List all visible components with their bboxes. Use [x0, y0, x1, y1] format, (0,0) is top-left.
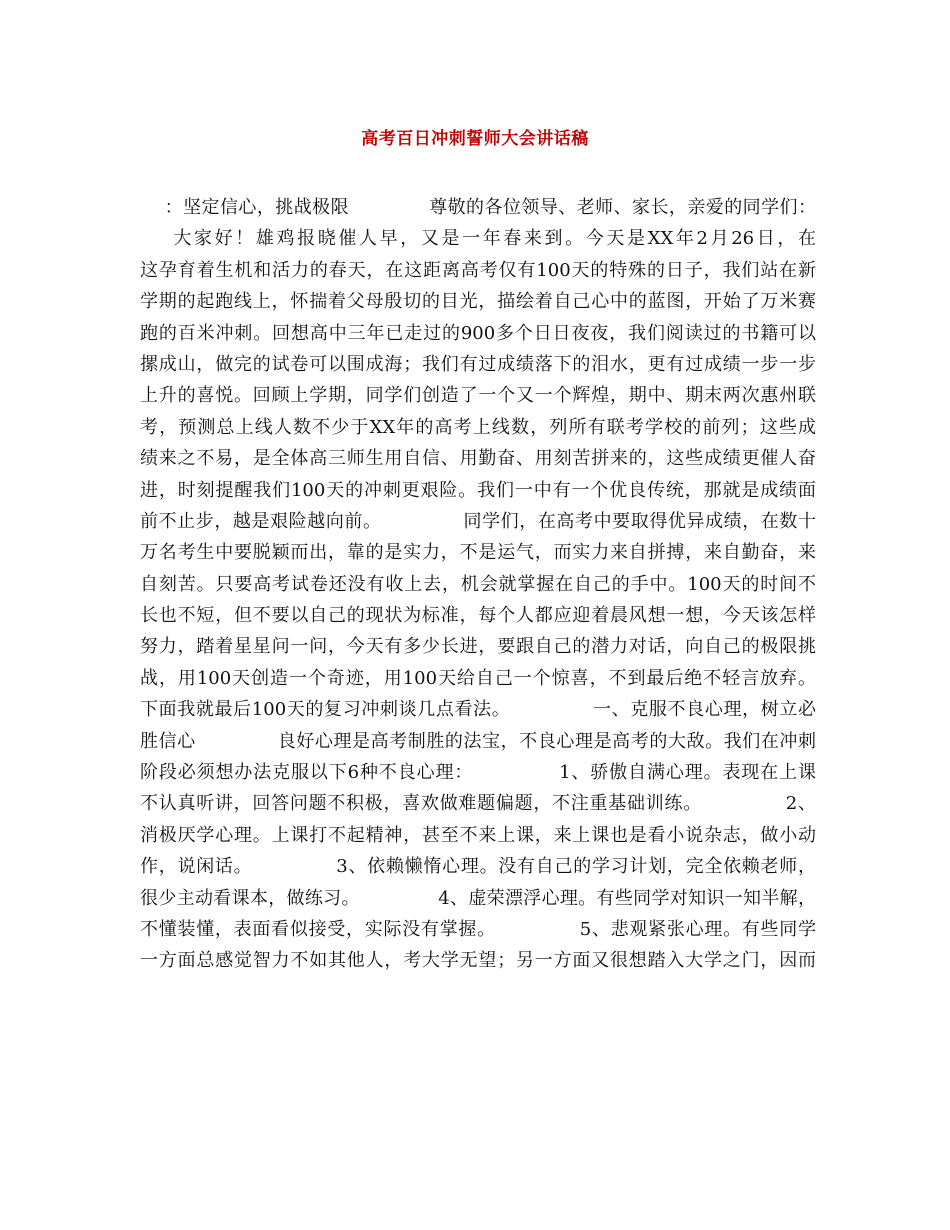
- text-line: 摞成山，做完的试卷可以围成海；我们有过成绩落下的泪水，更有过成绩一步一步: [140, 353, 816, 375]
- document-title: 高考百日冲刺誓师大会讲话稿: [361, 129, 589, 149]
- text-line: 上升的喜悦。回顾上学期，同学们创造了一个又一个辉煌，期中、期末两次惠州联: [140, 385, 816, 407]
- text-line: 绩来之不易，是全体高三师生用自信、用勤奋、用刻苦拼来的，这些成绩更催人奋: [140, 448, 816, 470]
- text-line: 一方面总感觉智力不如其他人，考大学无望；另一方面又很想踏入大学之门，因而: [140, 950, 816, 972]
- text-line: 胜信心 良好心理是高考制胜的法宝，不良心理是高考的大敌。我们在冲刺: [140, 730, 816, 752]
- text-line: 大家好！雄鸡报晓催人早，又是一年春来到。今天是XX年2月26日，在: [140, 228, 816, 250]
- text-line: ：坚定信心，挑战极限 尊敬的各位领导、老师、家长，亲爱的同学们：: [140, 197, 816, 218]
- text-line: 这孕育着生机和活力的春天，在这距离高考仅有100天的特殊的日子，我们站在新: [140, 259, 816, 281]
- text-line: 不懂装懂，表面看似接受，实际没有掌握。 5、悲观紧张心理。有些同学: [140, 918, 816, 940]
- text-line: 很少主动看课本，做练习。 4、虚荣漂浮心理。有些同学对知识一知半解，: [140, 887, 816, 909]
- text-line: 努力，踏着星星问一问，今天有多少长进，要跟自己的潜力对话，向自己的极限挑: [140, 636, 816, 658]
- text-line: 万名考生中要脱颖而出，靠的是实力，不是运气，而实力来自拼搏，来自勤奋，来: [140, 542, 816, 564]
- document-body: [140, 192, 816, 977]
- text-line: 作，说闲话。 3、依赖懒惰心理。没有自己的学习计划，完全依赖老师，: [140, 856, 816, 878]
- text-line: 跑的百米冲刺。回想高中三年已走过的900多个日日夜夜，我们阅读过的书籍可以: [140, 322, 816, 344]
- text-line: 战，用100天创造一个奇迹，用100天给自己一个惊喜，不到最后绝不轻言放弃。: [140, 667, 816, 689]
- text-line: 不认真听讲，回答问题不积极，喜欢做难题偏题，不注重基础训练。 2、: [140, 793, 816, 815]
- text-line: 长也不短，但不要以自己的现状为标准，每个人都应迎着晨风想一想，今天该怎样: [140, 605, 816, 627]
- text-line: 进，时刻提醒我们100天的冲刺更艰险。我们一中有一个优良传统，那就是成绩面: [140, 479, 816, 501]
- text-line: 自刻苦。只要高考试卷还没有收上去，机会就掌握在自己的手中。100天的时间不: [140, 573, 816, 595]
- text-line: 前不止步，越是艰险越向前。 同学们，在高考中要取得优异成绩，在数十: [140, 510, 816, 532]
- text-line: 学期的起跑线上，怀揣着父母殷切的目光，描绘着自己心中的蓝图，开始了万米赛: [140, 291, 816, 313]
- text-line: 下面我就最后100天的复习冲刺谈几点看法。 一、克服不良心理，树立必: [140, 699, 816, 721]
- text-line: 消极厌学心理。上课打不起精神，甚至不来上课，来上课也是看小说杂志，做小动: [140, 824, 816, 846]
- text-line: 考，预测总上线人数不少于XX年的高考上线数，列所有联考学校的前列；这些成: [140, 416, 816, 438]
- text-line: 阶段必须想办法克服以下6种不良心理： 1、骄傲自满心理。表现在上课: [140, 762, 816, 784]
